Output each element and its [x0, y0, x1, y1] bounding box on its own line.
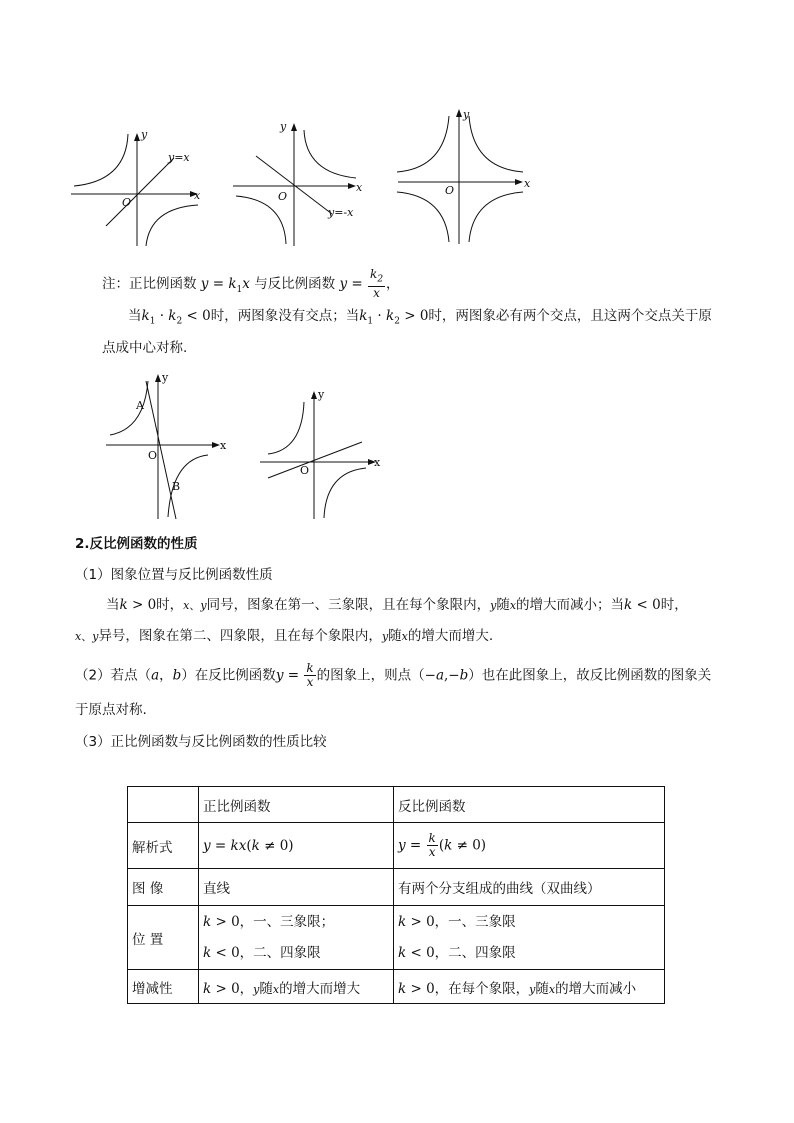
p2-line-1: （2）若点（a，b）在反比例函数y = $\frac{k}{x}$ 的图象上，则点（−a,−b）也在此图象上，故反比例函数的图象关: [75, 661, 712, 689]
note-middle: 与反比例函数: [254, 276, 336, 293]
note-line-1: 注：正比例函数 $y = k_1x$ 与反比例函数 y = $\frac{k_2}{x}$ ，: [102, 267, 400, 301]
note-line2-a: 当: [128, 308, 142, 324]
table-header-row: [128, 787, 665, 823]
table-row: [128, 823, 665, 869]
y-axis-label: y: [280, 120, 287, 133]
graph-proportional-positive: [66, 126, 210, 251]
origin-label: O: [300, 464, 310, 477]
x-axis-label: x: [194, 189, 201, 202]
comparison-table: [127, 786, 665, 1004]
section-title: 2.反比例函数的性质: [75, 536, 198, 552]
table-row-label: 增减性: [128, 970, 199, 1004]
graph-hyperbola-both: [393, 104, 538, 248]
note-line2-c: 时，两图象必有两个交点，且这两个交点关于原: [428, 308, 712, 324]
table-header-cell: 正比例函数: [199, 787, 394, 823]
image-inverse: 有两个分支组成的曲线（双曲线）: [394, 869, 665, 906]
p1-line-1: 当k > 0时，x、y同号，图象在第一、三象限，且在每个象限内，y随x的增大而减小；当k < 0时，: [106, 597, 688, 613]
x-axis-label: x: [374, 456, 381, 469]
p2-line-2: 于原点对称.: [75, 702, 147, 718]
p1-line-2: x、y异号，图象在第二、四象限，且在每个象限内，y随x的增大而增大.: [75, 628, 494, 644]
graph-two-intersections: [256, 388, 386, 523]
note-prefix: 注：正比例函数: [102, 276, 197, 293]
table-header-cell: [128, 787, 199, 823]
analytic-inverse: y = $\frac{k}{x}$ (k ≠ 0): [394, 823, 665, 869]
analytic-proportional: y = kx(k ≠ 0): [199, 823, 394, 869]
position-proportional: k > 0，一、三象限； k < 0，二、四象限: [199, 906, 394, 970]
line-label: y=-x: [328, 206, 354, 219]
note-end: ，: [386, 276, 400, 293]
image-proportional: 直线: [199, 869, 394, 906]
graph-proportional-negative: [228, 118, 368, 250]
line-label: y=x: [168, 151, 190, 164]
position-inverse: k > 0，一、三象限 k < 0，二、四象限: [394, 906, 665, 970]
point-b-label: B: [172, 480, 181, 493]
table-row: [128, 970, 665, 1004]
mono-inverse: k > 0，在每个象限，y随x的增大而减小: [394, 970, 665, 1004]
note-line2-b: 时，两图象没有交点；当: [210, 308, 360, 324]
y-axis-label: y: [318, 388, 325, 401]
table-row: [128, 906, 665, 970]
table-header-cell: 反比例函数: [394, 787, 665, 823]
y-axis-label: y: [463, 108, 470, 121]
p1-heading: （1）图象位置与反比例函数性质: [75, 567, 273, 583]
origin-label: O: [278, 190, 288, 203]
y-axis-label: y: [162, 371, 169, 384]
x-axis-label: x: [356, 181, 363, 194]
mono-proportional: k > 0，y随x的增大而增大: [199, 970, 394, 1004]
formula-inverse: y: [339, 276, 348, 293]
x-axis-label: x: [220, 439, 227, 452]
note-line-2: 当$k_1 \cdot k_2 < 0$时，两图象没有交点；当$k_1 \cdot k_2 > 0$时，两图象必有两个交点，且这两个交点关于原: [128, 308, 712, 327]
origin-label: O: [445, 184, 455, 197]
table-row: [128, 869, 665, 906]
formula-proportional: y: [200, 276, 209, 293]
table-row-label: 解析式: [128, 823, 199, 869]
y-axis-label: y: [141, 128, 148, 141]
note-line-3: 点成中心对称.: [102, 340, 188, 356]
origin-label: O: [122, 196, 132, 209]
graph-no-intersection: [102, 369, 232, 524]
table-row-label: 图 像: [128, 869, 199, 906]
x-axis-label: x: [524, 177, 531, 190]
table-row-label: 位 置: [128, 906, 199, 970]
point-a-label: A: [136, 399, 144, 412]
origin-label: O: [148, 449, 158, 462]
p3-heading: （3）正比例函数与反比例函数的性质比较: [75, 734, 327, 750]
